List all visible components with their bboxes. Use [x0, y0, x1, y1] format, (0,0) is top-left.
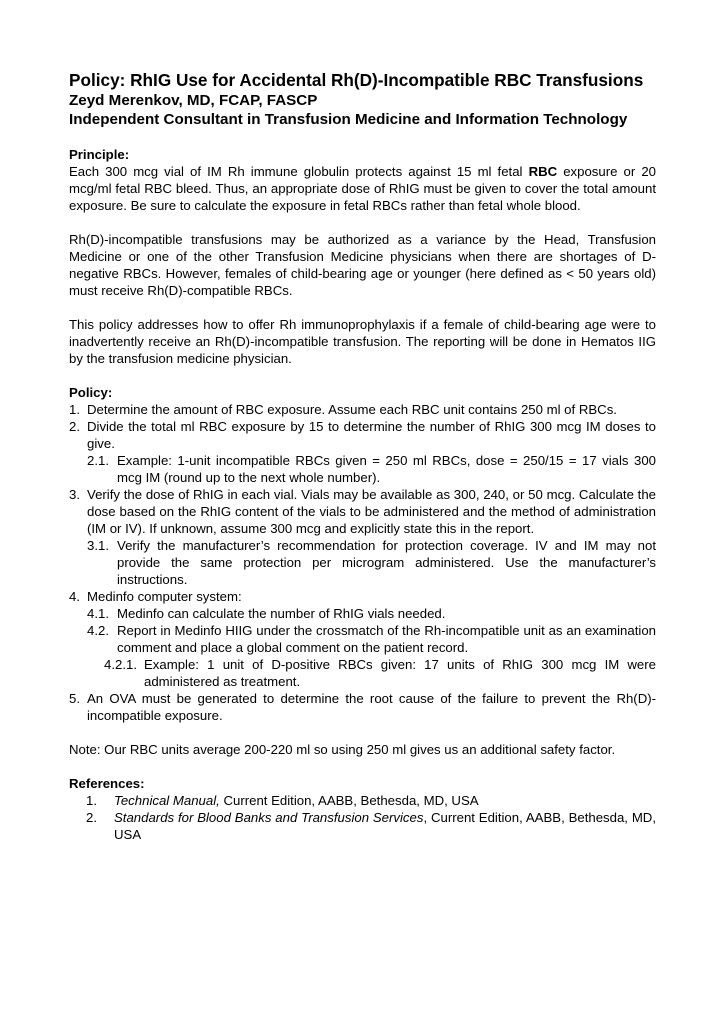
document-page — [69, 70, 656, 843]
reference-item-1 — [69, 792, 656, 809]
principle-text: Each 300 mcg vial of IM Rh immune globulin protects against 15 ml fetal — [69, 164, 529, 179]
references-heading: References: — [69, 776, 145, 791]
item-text: Verify the manufacturer’s recommendation for protection coverage. IV and IM may not provide the same protection per microgram administered. Use the manufacturer’s instructions. — [117, 538, 656, 587]
item-number: 3.1. — [87, 538, 109, 553]
policy-item-4-1 — [69, 605, 656, 622]
principle-paragraph-3: This policy addresses how to offer Rh immunoprophylaxis if a female of child-bearing age were to inadvertently receive an Rh(D)-incompatible transfusion. The reporting will be done in Hematos IIG by the transfusion medicine physician. — [69, 317, 656, 366]
document-header — [69, 70, 656, 129]
spacer — [69, 758, 656, 775]
item-number: 4. — [69, 589, 80, 604]
item-number: 2. — [69, 419, 80, 434]
spacer — [69, 214, 656, 231]
policy-item-3 — [69, 486, 656, 537]
spacer — [69, 724, 656, 741]
policy-item-1 — [69, 401, 656, 418]
reference-item-2 — [69, 809, 656, 843]
principle-text-cont: exposure or 20 mcg/ml fetal RBC bleed. Thus, an appropriate dose of RhIG must be given to cover the total amount exposure. Be sure to calculate the exposure in fetal RBCs rather than fetal whole blood. — [69, 164, 656, 213]
document-title: Policy: RhIG Use for Accidental Rh(D)-Incompatible RBC Transfusions — [69, 70, 644, 90]
principle-section — [69, 146, 656, 367]
policy-item-4-2-1 — [69, 656, 656, 690]
policy-item-2-1 — [69, 452, 656, 486]
item-number: 4.2. — [87, 623, 109, 638]
item-number: 4.2.1. — [104, 657, 137, 672]
spacer — [69, 367, 656, 384]
item-number: 3. — [69, 487, 80, 502]
item-number: 4.1. — [87, 606, 109, 621]
item-text: Example: 1 unit of D-positive RBCs given: 17 units of RhIG 300 mcg IM were administered as treatment. — [144, 657, 656, 689]
references-section — [69, 775, 656, 843]
policy-item-3-1 — [69, 537, 656, 588]
policy-section — [69, 384, 656, 724]
item-text: Medinfo can calculate the number of RhIG vials needed. — [117, 606, 446, 621]
item-text: Medinfo computer system: — [87, 589, 242, 604]
policy-item-5 — [69, 690, 656, 724]
document-author: Zeyd Merenkov, MD, FCAP, FASCP — [69, 92, 318, 109]
item-text: An OVA must be generated to determine the root cause of the failure to prevent the Rh(D)-incompatible exposure. — [87, 691, 656, 723]
policy-item-4 — [69, 588, 656, 605]
reference-details: Current Edition, AABB, Bethesda, MD, USA — [219, 793, 479, 808]
principle-paragraph-2: Rh(D)-incompatible transfusions may be authorized as a variance by the Head, Transfusion Medicine or one of the other Transfusion Medicine physicians when there are shortages of D-negative RBCs. However, females of child-bearing age or younger (here defined as < 50 years old) must receive Rh(D)-compatible RBCs. — [69, 232, 656, 298]
policy-item-4-2 — [69, 622, 656, 656]
note-paragraph: Note: Our RBC units average 200-220 ml so using 250 ml gives us an additional safety factor. — [69, 742, 616, 757]
item-text: Verify the dose of RhIG in each vial. Vials may be available as 300, 240, or 50 mcg. Calculate the dose based on the RhIG content of the vials to be administered and the method of administration (IM or IV). If unknown, assume 300 mcg and explicitly state this in the report. — [87, 487, 656, 536]
policy-heading: Policy: — [69, 385, 113, 400]
item-number: 2. — [86, 810, 97, 825]
reference-title: Technical Manual, — [114, 793, 220, 808]
policy-item-2 — [69, 418, 656, 452]
item-number: 1. — [86, 793, 97, 808]
spacer — [69, 129, 656, 146]
item-number: 1. — [69, 402, 80, 417]
document-affiliation: Independent Consultant in Transfusion Medicine and Information Technology — [69, 111, 628, 128]
item-number: 5. — [69, 691, 80, 706]
principle-bold-rbc: RBC — [528, 164, 558, 179]
principle-heading: Principle: — [69, 147, 130, 162]
item-text: Divide the total ml RBC exposure by 15 to determine the number of RhIG 300 mcg IM doses to give. — [87, 419, 656, 451]
reference-details: , Current Edition, AABB, Bethesda, MD, USA — [114, 810, 656, 842]
item-number: 2.1. — [87, 453, 109, 468]
item-text: Report in Medinfo HIIG under the crossmatch of the Rh-incompatible unit as an examination comment and place a global comment on the patient record. — [117, 623, 656, 655]
spacer — [69, 299, 656, 316]
item-text: Determine the amount of RBC exposure. Assume each RBC unit contains 250 ml of RBCs. — [87, 402, 617, 417]
item-text: Example: 1-unit incompatible RBCs given = 250 ml RBCs, dose = 250/15 = 17 vials 300 mcg IM (round up to the next whole number). — [117, 453, 656, 485]
principle-paragraph-1 — [69, 163, 656, 214]
policy-list — [69, 401, 656, 724]
reference-title: Standards for Blood Banks and Transfusion Services — [114, 810, 424, 825]
